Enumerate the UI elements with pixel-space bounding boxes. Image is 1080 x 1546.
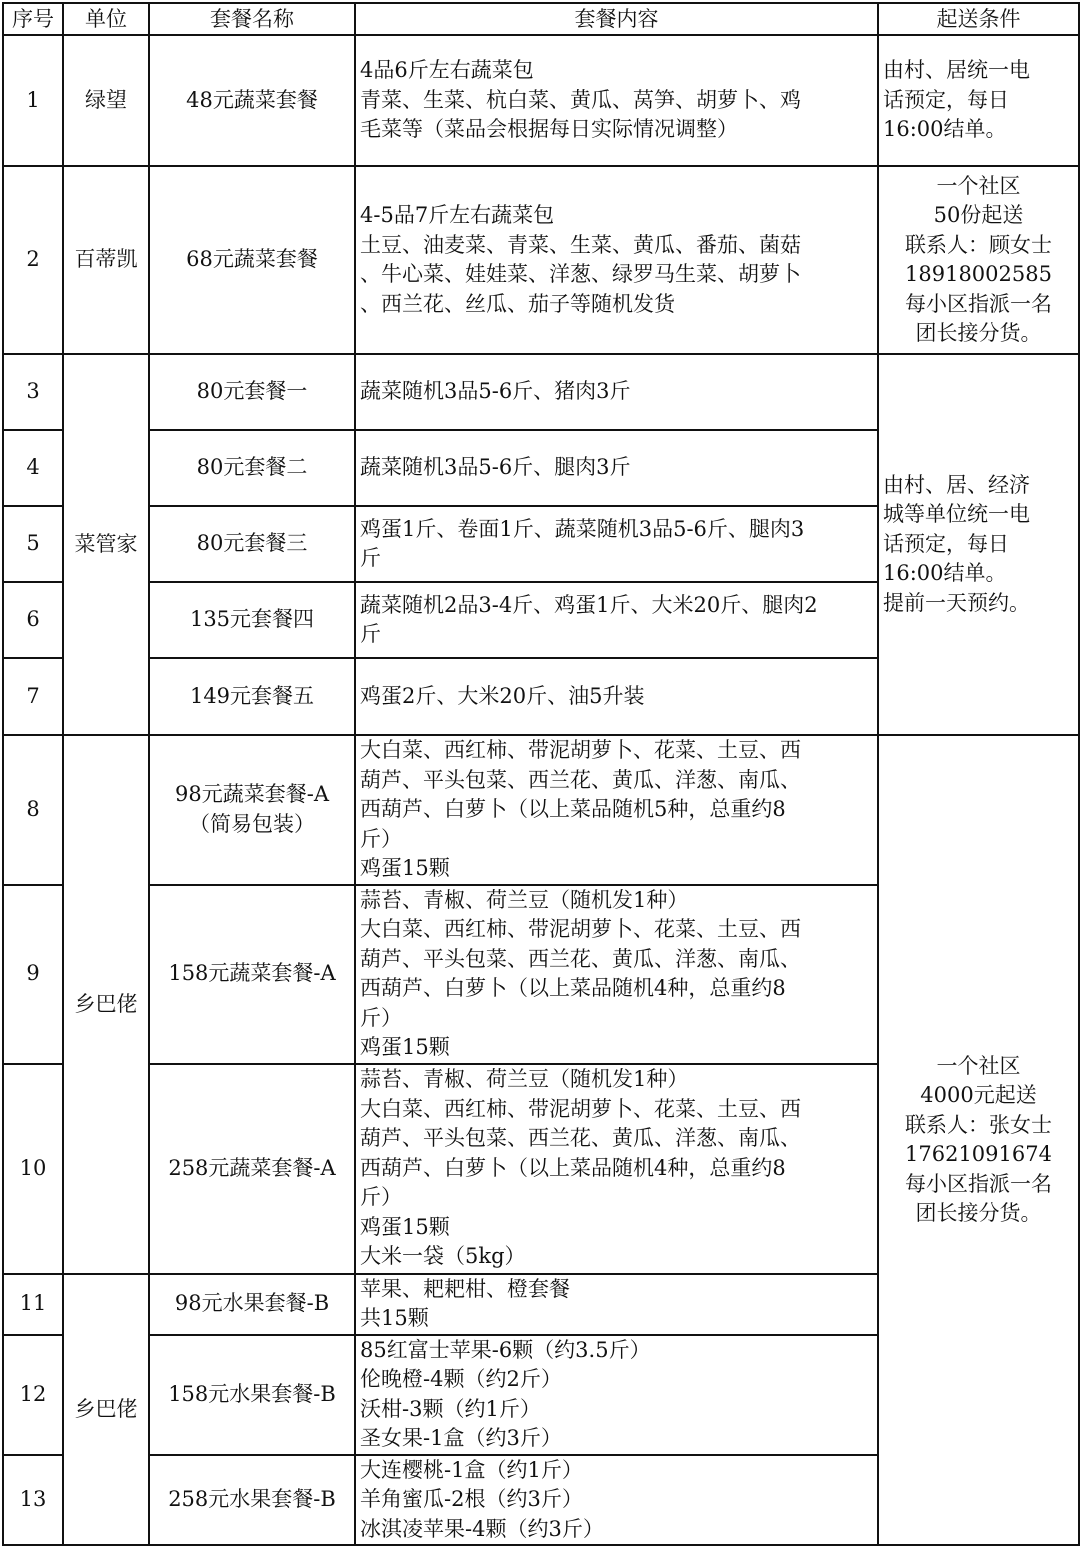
row-unit: 绿望 (63, 35, 149, 166)
row-package-content: 85红富士苹果-6颗（约3.5斤） 伦晚橙-4颗（约2斤） 沃柑-3颗（约1斤） 圣女果-1盒（约3斤） (355, 1335, 878, 1455)
table-row (3, 735, 1079, 885)
delivery-lvwang: 由村、居统一电 话预定，每日 16:00结单。 (878, 35, 1079, 166)
row-package-name: 80元套餐三 (149, 506, 355, 582)
row-no: 5 (3, 506, 63, 582)
row-package-content: 大白菜、西红柿、带泥胡萝卜、花菜、土豆、西 葫芦、平头包菜、西兰花、黄瓜、洋葱、南瓜、 西葫芦、白萝卜（以上菜品随机5种，总重约8 斤） 鸡蛋15颗 (355, 735, 878, 885)
row-package-content: 鸡蛋2斤、大米20斤、油5升装 (355, 658, 878, 735)
row-no: 1 (3, 35, 63, 166)
row-package-name: 80元套餐一 (149, 354, 355, 430)
row-package-name: 158元蔬菜套餐-A (149, 885, 355, 1064)
row-package-name: 158元水果套餐-B (149, 1335, 355, 1455)
header-content: 套餐内容 (355, 3, 878, 35)
row-no: 10 (3, 1064, 63, 1274)
row-package-content: 鸡蛋1斤、卷面1斤、蔬菜随机3品5-6斤、腿肉3 斤 (355, 506, 878, 582)
row-no: 4 (3, 430, 63, 506)
table-header-row (3, 3, 1079, 35)
row-package-name: 135元套餐四 (149, 582, 355, 658)
row-package-name: 68元蔬菜套餐 (149, 166, 355, 354)
row-package-name: 258元蔬菜套餐-A (149, 1064, 355, 1274)
row-package-name: 98元蔬菜套餐-A （简易包装） (149, 735, 355, 885)
row-package-content: 4-5品7斤左右蔬菜包 土豆、油麦菜、青菜、生菜、黄瓜、番茄、菌菇 、牛心菜、娃娃菜、洋葱、绿罗马生菜、胡萝卜 、西兰花、丝瓜、茄子等随机发货 (355, 166, 878, 354)
row-no: 2 (3, 166, 63, 354)
row-package-content: 蒜苔、青椒、荷兰豆（随机发1种） 大白菜、西红柿、带泥胡萝卜、花菜、土豆、西 葫芦、平头包菜、西兰花、黄瓜、洋葱、南瓜、 西葫芦、白萝卜（以上菜品随机4种，总重约8 斤） 鸡蛋15颗 (355, 885, 878, 1064)
delivery-baidikai: 一个社区 50份起送 联系人：顾女士 18918002585 每小区指派一名 团长接分货。 (878, 166, 1079, 354)
header-unit: 单位 (63, 3, 149, 35)
row-package-content: 蔬菜随机3品5-6斤、猪肉3斤 (355, 354, 878, 430)
row-package-name: 80元套餐二 (149, 430, 355, 506)
row-package-content: 蔬菜随机3品5-6斤、腿肉3斤 (355, 430, 878, 506)
row-package-name: 98元水果套餐-B (149, 1274, 355, 1335)
row-unit: 乡巴佬 (63, 735, 149, 1274)
row-no: 3 (3, 354, 63, 430)
row-no: 11 (3, 1274, 63, 1335)
header-delivery: 起送条件 (878, 3, 1079, 35)
row-no: 6 (3, 582, 63, 658)
row-no: 8 (3, 735, 63, 885)
row-package-content: 大连樱桃-1盒（约1斤） 羊角蜜瓜-2根（约3斤） 冰淇凌苹果-4颗（约3斤） (355, 1455, 878, 1546)
row-package-content: 蔬菜随机2品3-4斤、鸡蛋1斤、大米20斤、腿肉2 斤 (355, 582, 878, 658)
table-row (3, 35, 1079, 166)
row-package-name: 149元套餐五 (149, 658, 355, 735)
header-no: 序号 (3, 3, 63, 35)
row-unit: 菜管家 (63, 354, 149, 735)
row-no: 7 (3, 658, 63, 735)
header-name: 套餐名称 (149, 3, 355, 35)
row-unit: 百蒂凯 (63, 166, 149, 354)
delivery-caiguanjia: 由村、居、经济 城等单位统一电 话预定，每日 16:00结单。 提前一天预约。 (878, 354, 1079, 735)
delivery-xiangbalao: 一个社区 4000元起送 联系人：张女士 17621091674 每小区指派一名 团长接分货。 (878, 735, 1079, 1545)
row-package-content: 苹果、耙耙柑、橙套餐 共15颗 (355, 1274, 878, 1335)
row-no: 12 (3, 1335, 63, 1455)
row-unit: 乡巴佬 (63, 1274, 149, 1546)
table-row (3, 166, 1079, 354)
row-no: 13 (3, 1455, 63, 1546)
row-package-name: 258元水果套餐-B (149, 1455, 355, 1546)
table-row (3, 354, 1079, 430)
row-no: 9 (3, 885, 63, 1064)
row-package-content: 4品6斤左右蔬菜包 青菜、生菜、杭白菜、黄瓜、莴笋、胡萝卜、鸡 毛菜等（菜品会根据每日实际情况调整） (355, 35, 878, 166)
package-table (2, 2, 1080, 1546)
row-package-content: 蒜苔、青椒、荷兰豆（随机发1种） 大白菜、西红柿、带泥胡萝卜、花菜、土豆、西 葫芦、平头包菜、西兰花、黄瓜、洋葱、南瓜、 西葫芦、白萝卜（以上菜品随机4种，总重约8 斤） 鸡蛋15颗 大米一袋（5kg） (355, 1064, 878, 1274)
row-package-name: 48元蔬菜套餐 (149, 35, 355, 166)
